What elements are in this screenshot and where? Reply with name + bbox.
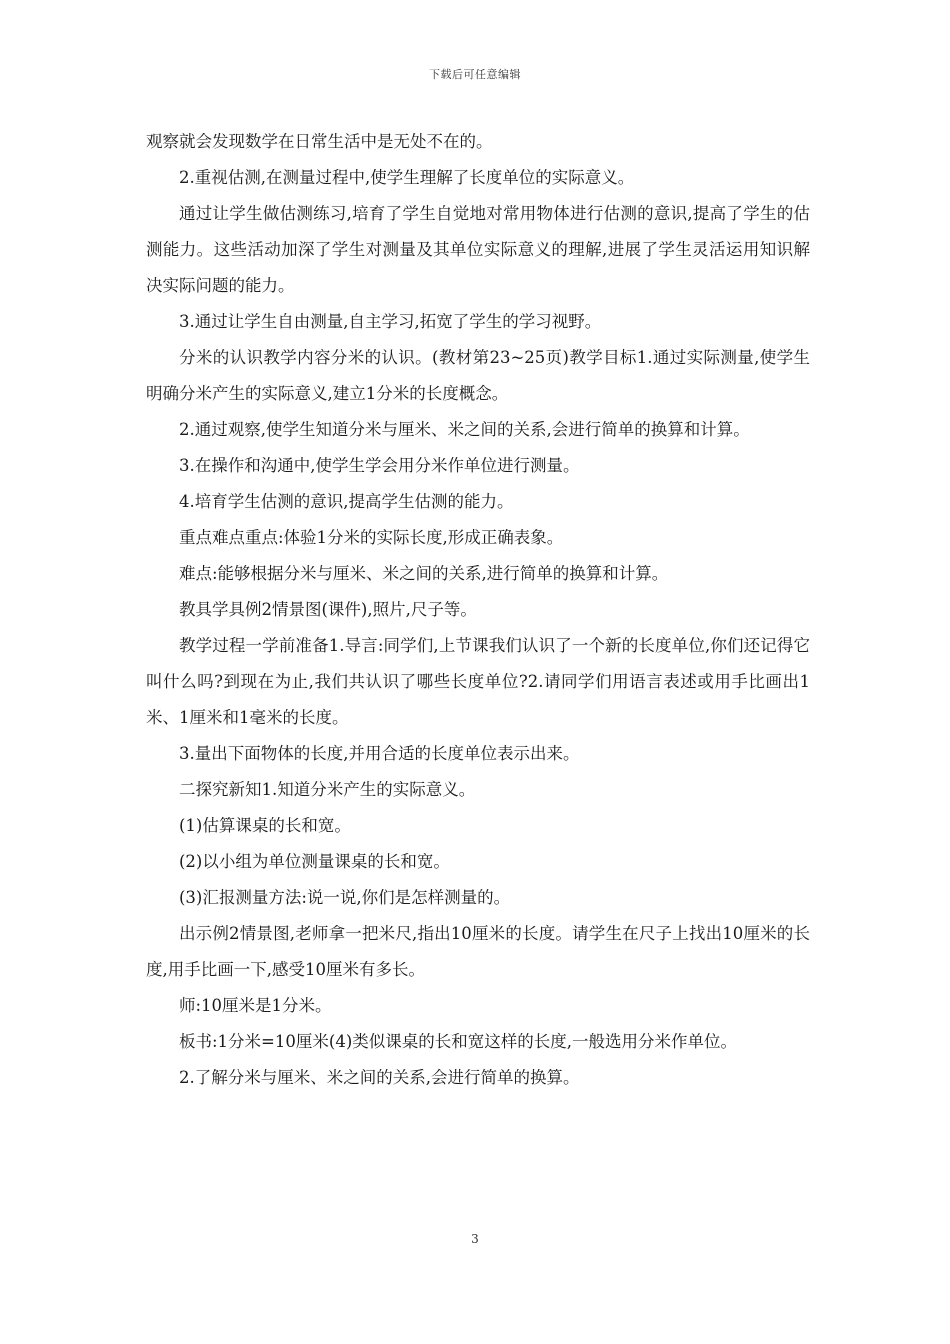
page-header: 下载后可任意编辑 <box>429 68 521 81</box>
paragraph: 3.通过让学生自由测量,自主学习,拓宽了学生的学习视野。 <box>179 312 602 331</box>
paragraph: 师:10厘米是1分米。 <box>179 996 332 1015</box>
page-number: 3 <box>471 1232 479 1246</box>
paragraph: 2.了解分米与厘米、米之间的关系,会进行简单的换算。 <box>179 1068 580 1087</box>
paragraph: 2.通过观察,使学生知道分米与厘米、米之间的关系,会进行简单的换算和计算。 <box>179 420 750 439</box>
paragraph: 教具学具例2情景图(课件),照片,尺子等。 <box>179 600 477 619</box>
paragraph: 2.重视估测,在测量过程中,使学生理解了长度单位的实际意义。 <box>179 168 635 187</box>
paragraph: 分米的认识教学内容分米的认识。(教材第23~25页)教学目标1.通过实际测量,使学生明确分米产生的实际意义,建立1分米的长度概念。 <box>146 348 810 403</box>
paragraph: 板书:1分米=10厘米(4)类似课桌的长和宽这样的长度,一般选用分米作单位。 <box>179 1032 737 1051</box>
paragraph: 观察就会发现数学在日常生活中是无处不在的。 <box>146 132 493 151</box>
paragraph: 难点:能够根据分米与厘米、米之间的关系,进行简单的换算和计算。 <box>179 564 669 583</box>
paragraph: 二探究新知1.知道分米产生的实际意义。 <box>179 780 476 799</box>
paragraph: (3)汇报测量方法:说一说,你们是怎样测量的。 <box>179 888 511 907</box>
paragraph: 出示例2情景图,老师拿一把米尺,指出10厘米的长度。请学生在尺子上找出10厘米的长度,用手比画一下,感受10厘米有多长。 <box>146 924 810 979</box>
paragraph: 教学过程一学前准备1.导言:同学们,上节课我们认识了一个新的长度单位,你们还记得它叫什么吗?到现在为止,我们共认识了哪些长度单位?2.请同学们用语言表述或用手比画出1米、1厘米和1毫米的长度。 <box>146 636 810 727</box>
document-body <box>146 124 810 1096</box>
paragraph: 通过让学生做估测练习,培育了学生自觉地对常用物体进行估测的意识,提高了学生的估测能力。这些活动加深了学生对测量及其单位实际意义的理解,进展了学生灵活运用知识解决实际问题的能力。 <box>146 204 810 295</box>
paragraph: (1)估算课桌的长和宽。 <box>179 816 351 835</box>
paragraph: 3.量出下面物体的长度,并用合适的长度单位表示出来。 <box>179 744 580 763</box>
paragraph: (2)以小组为单位测量课桌的长和宽。 <box>179 852 450 871</box>
paragraph: 4.培育学生估测的意识,提高学生估测的能力。 <box>179 492 514 511</box>
paragraph: 3.在操作和沟通中,使学生学会用分米作单位进行测量。 <box>179 456 580 475</box>
paragraph: 重点难点重点:体验1分米的实际长度,形成正确表象。 <box>179 528 564 547</box>
